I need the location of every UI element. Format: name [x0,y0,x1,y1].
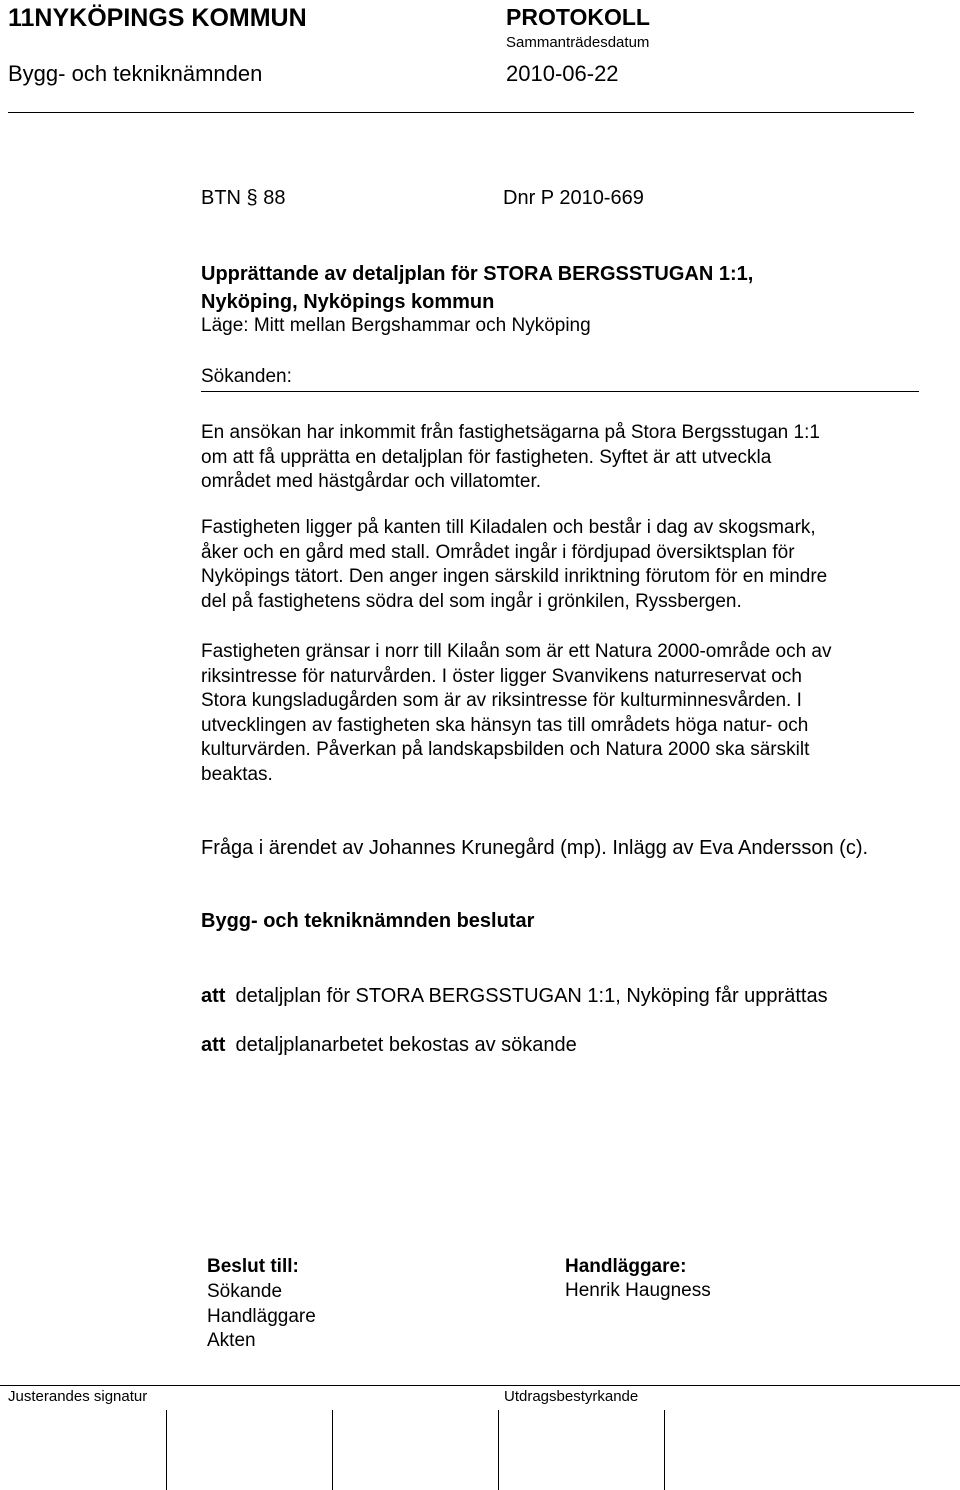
paragraph-line: området med hästgårdar och villatomter. [201,471,542,492]
case-title [201,260,753,316]
paragraph-line: Fastigheten gränsar i norr till Kilaån som är ett Natura 2000-område och av [201,641,832,662]
paragraph-line: kulturvärden. Påverkan på landskapsbilden och Natura 2000 ska särskilt [201,739,810,760]
distribution-recipient: Sökande [207,1281,283,1302]
registration-number: Dnr P 2010-669 [503,187,644,209]
committee-name: Bygg- och tekniknämnden [8,61,263,86]
meeting-date-label: Sammanträdesdatum [506,34,650,51]
organization-name: 11NYKÖPINGS KOMMUN [8,4,307,32]
location-line: Läge: Mitt mellan Bergshammar och Nyköping [201,315,591,336]
paragraph-line: Fastigheten ligger på kanten till Kiladalen och består i dag av skogsmark, [201,517,816,538]
signature-box-divider [498,1410,499,1490]
paragraph-line: del på fastighetens södra del som ingår i grönkilen, Ryssbergen. [201,590,742,612]
signature-box-divider [664,1410,665,1490]
paragraph-line: om att få upprätta en detaljplan för fastigheten. Syftet är att utveckla [201,446,772,468]
case-title-line-2: Nyköping, Nyköpings kommun [201,291,495,313]
decision-item [201,1034,577,1057]
document-type: PROTOKOLL [506,4,650,30]
decision-item [201,985,828,1008]
paragraph-line: utvecklingen av fastigheten ska hänsyn tas till områdets höga natur- och [201,714,809,736]
signature-box-divider [166,1410,167,1490]
paragraph-line: riksintresse för naturvården. I öster ligger Svanvikens naturreservat och [201,665,802,687]
paragraph-line: beaktas. [201,763,273,785]
decision-text: detaljplan för STORA BERGSSTUGAN 1:1, Nyköping får upprättas [235,985,828,1007]
paragraph-line: Stora kungsladugården som är av riksintresse för kulturminnesvården. I [201,690,802,711]
distribution-recipient: Handläggare [207,1305,316,1327]
extract-certification-label: Utdragsbestyrkande [504,1388,639,1405]
case-title-line-1: Upprättande av detaljplan för STORA BERGSSTUGAN 1:1, [201,263,754,285]
distribution-label: Beslut till: [207,1256,299,1277]
paragraph-line: En ansökan har inkommit från fastighetsägarna på Stora Bergsstugan 1:1 [201,422,820,443]
signature-box-divider [332,1410,333,1490]
decision-keyword: att [201,1034,226,1056]
signature-label: Justerandes signatur [8,1388,148,1405]
decision-text: detaljplanarbetet bekostas av sökande [235,1034,577,1056]
question-statement: Fråga i ärendet av Johannes Krunegård (mp). Inlägg av Eva Andersson (c). [201,837,869,859]
meeting-date: 2010-06-22 [506,61,619,86]
decision-keyword: att [201,985,226,1007]
paragraph-boundaries [201,640,831,787]
paragraph-property [201,516,827,614]
decision-heading: Bygg- och tekniknämnden beslutar [201,910,535,932]
handler-label: Handläggare: [565,1256,687,1277]
distribution-list [207,1280,316,1354]
paragraph-application [201,421,820,495]
applicant-label: Sökanden: [201,366,292,387]
footer-divider [0,1385,960,1386]
case-number: BTN § 88 [201,187,286,209]
handler-name: Henrik Haugness [565,1280,711,1301]
applicant-divider [201,391,919,392]
distribution-recipient: Akten [207,1330,256,1351]
paragraph-line: Nyköpings tätort. Den anger ingen särskild inriktning förutom för en mindre [201,566,828,587]
paragraph-line: åker och en gård med stall. Området ingår i fördjupad översiktsplan för [201,541,795,563]
header-divider [8,112,914,113]
